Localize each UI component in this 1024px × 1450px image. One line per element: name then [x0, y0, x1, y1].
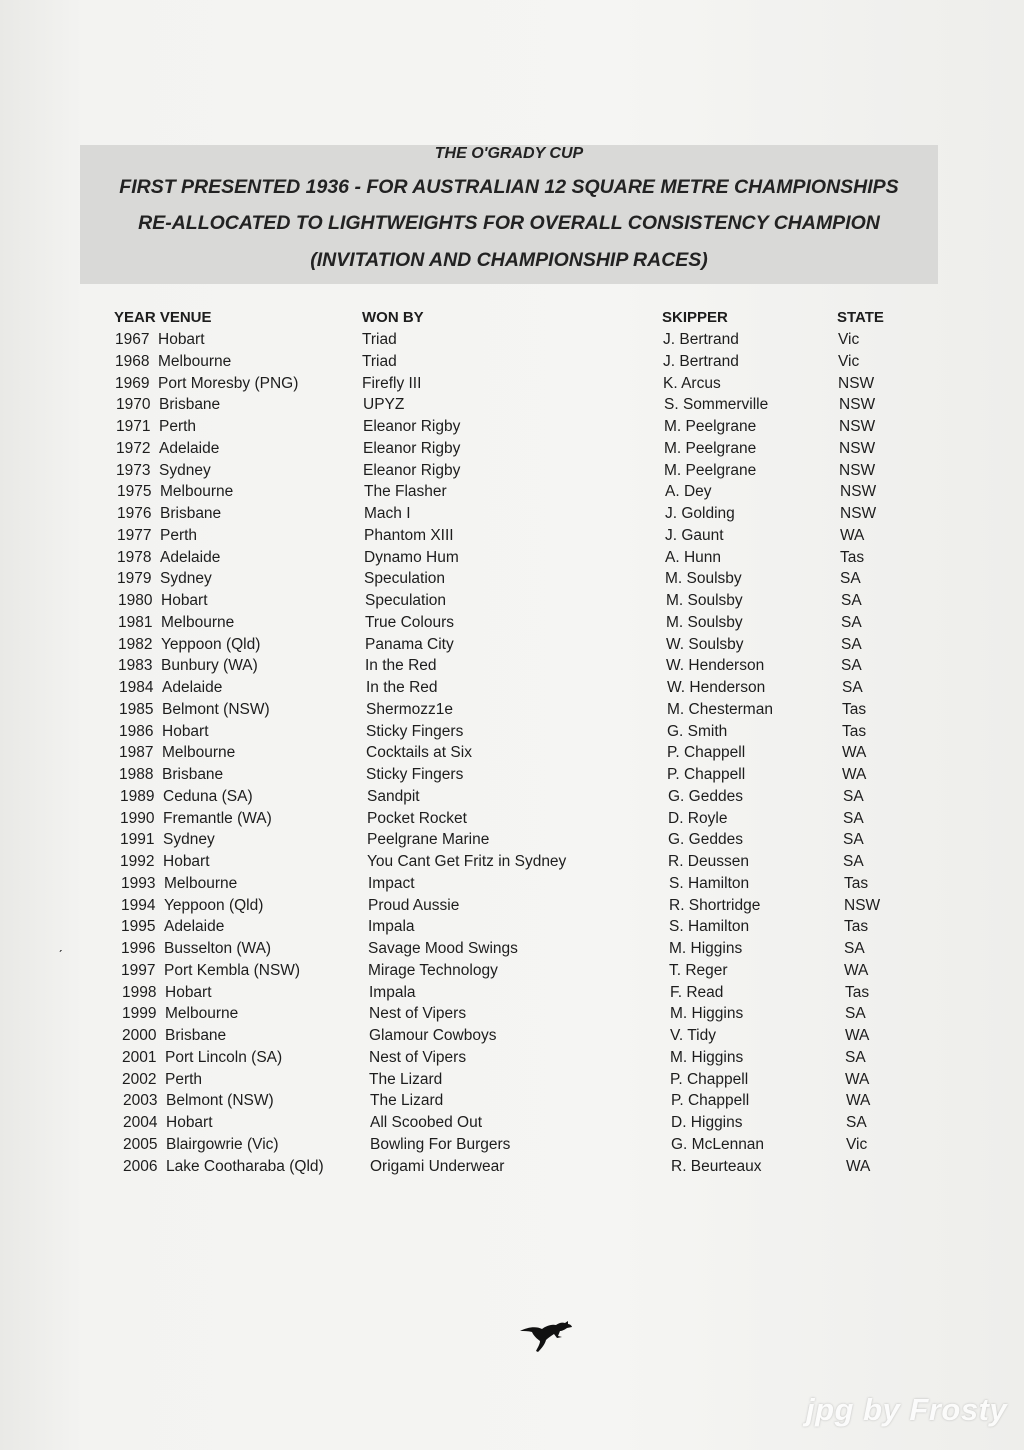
stray-mark: ˏ: [58, 936, 63, 952]
skipper-cell: P. Chappell: [671, 1092, 750, 1110]
won-by-cell: Peelgrane Marine: [367, 831, 490, 849]
table-row: [0, 1112, 1024, 1133]
venue-cell: Busselton (WA): [164, 940, 272, 957]
year-cell: 2003: [123, 1092, 158, 1110]
venue-cell: Adelaide: [162, 679, 223, 696]
state-cell: SA: [842, 679, 863, 696]
skipper-cell: P. Chappell: [667, 766, 746, 783]
skipper-cell: G. McLennan: [671, 1135, 765, 1153]
table-row: [0, 1003, 1024, 1024]
year-cell: 1973: [116, 461, 151, 479]
venue-cell: Melbourne: [160, 483, 234, 501]
table-row: [0, 851, 1024, 872]
year-cell: 1983: [118, 657, 153, 675]
year-cell: 1976: [117, 505, 152, 522]
won-by-cell: Origami Underwear: [370, 1157, 505, 1175]
won-by-cell: The Lizard: [369, 1070, 443, 1088]
state-cell: WA: [845, 1070, 870, 1088]
state-cell: SA: [841, 613, 862, 631]
state-cell: WA: [842, 744, 867, 762]
won-by-cell: Glamour Cowboys: [369, 1027, 497, 1044]
won-by-cell: Dynamo Hum: [364, 548, 459, 566]
column-header-won-by: WON BY: [362, 309, 424, 326]
year-cell: 2002: [122, 1070, 157, 1088]
table-row: [0, 481, 1024, 502]
table-row: [0, 634, 1024, 655]
table-row: [0, 655, 1024, 676]
table-row: [0, 1069, 1024, 1090]
state-cell: Vic: [846, 1135, 868, 1153]
year-cell: 1969: [115, 374, 150, 392]
table-row: [0, 394, 1024, 415]
venue-cell: Melbourne: [162, 744, 236, 762]
venue-cell: Sydney: [163, 831, 215, 849]
year-cell: 1978: [117, 548, 152, 566]
cup-title: THE O'GRADY CUP: [434, 145, 584, 162]
venue-cell: Ceduna (SA): [163, 787, 253, 805]
venue-cell: Perth: [165, 1070, 203, 1088]
year-cell: 1989: [120, 787, 155, 805]
table-row: [0, 525, 1024, 546]
table-row: [0, 786, 1024, 807]
subtitle-races: (INVITATION AND CHAMPIONSHIP RACES): [310, 249, 708, 271]
venue-cell: Brisbane: [165, 1027, 227, 1044]
won-by-cell: All Scoobed Out: [370, 1114, 483, 1131]
skipper-cell: M. Peelgrane: [664, 418, 757, 435]
won-by-cell: Impala: [368, 918, 415, 936]
skipper-cell: M. Soulsby: [666, 613, 743, 631]
state-cell: SA: [841, 592, 862, 609]
won-by-cell: Bowling For Burgers: [370, 1135, 511, 1153]
won-by-cell: Proud Aussie: [368, 896, 460, 914]
state-cell: NSW: [838, 374, 875, 392]
state-cell: WA: [844, 961, 869, 979]
year-cell: 1991: [120, 831, 155, 849]
year-cell: 1992: [120, 853, 155, 870]
year-cell: 1988: [119, 766, 154, 783]
skipper-cell: F. Read: [670, 983, 724, 1001]
won-by-cell: Sandpit: [367, 787, 420, 805]
won-by-cell: Nest of Vipers: [369, 1005, 467, 1023]
year-cell: 1971: [116, 418, 151, 435]
venue-cell: Belmont (NSW): [162, 700, 270, 718]
won-by-cell: Sticky Fingers: [366, 722, 464, 740]
year-cell: 1981: [118, 613, 153, 631]
table-row: [0, 1156, 1024, 1177]
skipper-cell: A. Hunn: [665, 548, 722, 566]
kangaroo-icon: [518, 1318, 574, 1354]
won-by-cell: Shermozz1e: [366, 700, 454, 718]
venue-cell: Melbourne: [161, 613, 235, 631]
won-by-cell: Speculation: [365, 592, 447, 609]
venue-cell: Yeppoon (Qld): [164, 896, 264, 914]
state-cell: SA: [841, 657, 862, 675]
year-cell: 2001: [122, 1048, 157, 1066]
state-cell: Tas: [842, 700, 867, 718]
won-by-cell: True Colours: [365, 613, 455, 631]
state-cell: SA: [844, 940, 865, 957]
table-row: [0, 438, 1024, 459]
venue-cell: Belmont (NSW): [166, 1092, 274, 1110]
table-row: [0, 677, 1024, 698]
venue-cell: Hobart: [161, 592, 208, 609]
won-by-cell: Pocket Rocket: [367, 809, 467, 827]
year-cell: 1996: [121, 940, 156, 957]
venue-cell: Melbourne: [165, 1005, 239, 1023]
skipper-cell: T. Reger: [669, 961, 728, 979]
skipper-cell: S. Hamilton: [669, 918, 750, 936]
table-row: [0, 829, 1024, 850]
skipper-cell: A. Dey: [665, 483, 712, 501]
year-cell: 2006: [123, 1157, 158, 1175]
state-cell: NSW: [839, 461, 876, 479]
table-row: [0, 373, 1024, 394]
venue-cell: Melbourne: [158, 352, 232, 370]
table-row: [0, 590, 1024, 611]
table-row: [0, 1134, 1024, 1155]
venue-cell: Brisbane: [159, 396, 221, 414]
skipper-cell: V. Tidy: [670, 1027, 716, 1044]
skipper-cell: W. Henderson: [667, 679, 766, 696]
skipper-cell: S. Hamilton: [669, 874, 750, 892]
skipper-cell: G. Geddes: [668, 787, 743, 805]
skipper-cell: K. Arcus: [663, 374, 721, 392]
won-by-cell: Phantom XIII: [364, 526, 454, 544]
state-cell: Tas: [842, 722, 867, 740]
venue-cell: Adelaide: [159, 439, 220, 457]
table-row: [0, 808, 1024, 829]
skipper-cell: R. Shortridge: [669, 896, 761, 914]
venue-cell: Sydney: [159, 461, 211, 479]
state-cell: WA: [846, 1092, 871, 1110]
year-cell: 1994: [121, 896, 156, 914]
skipper-cell: W. Henderson: [666, 657, 765, 675]
state-cell: SA: [843, 853, 864, 870]
won-by-cell: Triad: [362, 331, 397, 348]
venue-cell: Perth: [159, 418, 197, 435]
skipper-cell: M. Peelgrane: [664, 461, 757, 479]
venue-cell: Brisbane: [160, 505, 222, 522]
skipper-cell: G. Smith: [667, 722, 728, 740]
skipper-cell: R. Deussen: [668, 853, 749, 870]
table-row: [0, 742, 1024, 763]
state-cell: SA: [845, 1005, 866, 1023]
year-cell: 1967: [115, 331, 150, 348]
state-cell: Vic: [838, 331, 860, 348]
state-cell: NSW: [839, 396, 876, 414]
venue-cell: Hobart: [163, 853, 210, 870]
skipper-cell: M. Higgins: [669, 940, 743, 957]
venue-cell: Hobart: [158, 331, 205, 348]
table-row: [0, 1090, 1024, 1111]
year-cell: 1970: [116, 396, 151, 414]
state-cell: SA: [840, 570, 861, 588]
year-cell: 1987: [119, 744, 154, 762]
won-by-cell: UPYZ: [363, 396, 405, 414]
won-by-cell: The Lizard: [370, 1092, 444, 1110]
venue-cell: Port Moresby (PNG): [158, 374, 299, 392]
year-cell: 1972: [116, 439, 151, 457]
year-cell: 2005: [123, 1135, 158, 1153]
table-row: [0, 764, 1024, 785]
skipper-cell: D. Higgins: [671, 1114, 743, 1131]
skipper-cell: S. Sommerville: [664, 396, 769, 414]
skipper-cell: P. Chappell: [667, 744, 746, 762]
table-row: [0, 960, 1024, 981]
state-cell: NSW: [840, 483, 877, 501]
skipper-cell: M. Higgins: [670, 1048, 744, 1066]
column-header-state: STATE: [837, 309, 884, 326]
table-row: [0, 982, 1024, 1003]
skipper-cell: M. Soulsby: [666, 592, 743, 609]
skipper-cell: J. Bertrand: [663, 331, 739, 348]
year-cell: 1980: [118, 592, 153, 609]
table-row: [0, 329, 1024, 350]
skipper-cell: M. Higgins: [670, 1005, 744, 1023]
table-row: [0, 1047, 1024, 1068]
state-cell: NSW: [839, 418, 876, 435]
skipper-cell: M. Soulsby: [665, 570, 742, 588]
state-cell: WA: [840, 526, 865, 544]
venue-cell: Adelaide: [160, 548, 221, 566]
table-row: [0, 416, 1024, 437]
table-row: [0, 547, 1024, 568]
state-cell: Tas: [844, 874, 869, 892]
won-by-cell: Eleanor Rigby: [363, 461, 461, 479]
venue-cell: Hobart: [165, 983, 212, 1001]
year-cell: 1979: [117, 570, 152, 588]
won-by-cell: Cocktails at Six: [366, 744, 472, 762]
won-by-cell: In the Red: [365, 657, 437, 675]
won-by-cell: In the Red: [366, 679, 438, 696]
year-cell: 1990: [120, 809, 155, 827]
state-cell: WA: [846, 1157, 871, 1175]
venue-cell: Port Kembla (NSW): [164, 961, 301, 979]
year-cell: 1984: [119, 679, 154, 696]
year-cell: 1985: [119, 700, 154, 718]
venue-cell: Perth: [160, 526, 198, 544]
state-cell: NSW: [844, 896, 881, 914]
year-cell: 2004: [123, 1114, 158, 1131]
table-row: [0, 503, 1024, 524]
won-by-cell: Panama City: [365, 635, 454, 653]
table-row: [0, 1025, 1024, 1046]
skipper-cell: J. Golding: [665, 505, 735, 522]
skipper-cell: W. Soulsby: [666, 635, 744, 653]
table-row: [0, 895, 1024, 916]
year-cell: 1982: [118, 635, 153, 653]
won-by-cell: Eleanor Rigby: [363, 418, 461, 435]
state-cell: Vic: [838, 352, 860, 370]
venue-cell: Sydney: [160, 570, 212, 588]
table-row: [0, 460, 1024, 481]
skipper-cell: D. Royle: [668, 809, 728, 827]
venue-cell: Hobart: [166, 1114, 213, 1131]
year-cell: 1993: [121, 874, 156, 892]
skipper-cell: G. Geddes: [668, 831, 743, 849]
won-by-cell: Sticky Fingers: [366, 766, 464, 783]
year-cell: 1977: [117, 526, 152, 544]
venue-cell: Port Lincoln (SA): [165, 1048, 283, 1066]
state-cell: SA: [845, 1048, 866, 1066]
won-by-cell: Firefly III: [362, 374, 422, 392]
state-cell: SA: [846, 1114, 867, 1131]
year-cell: 1998: [122, 983, 157, 1001]
column-header-year-venue: YEAR VENUE: [114, 309, 212, 326]
table-row: [0, 351, 1024, 372]
venue-cell: Brisbane: [162, 766, 224, 783]
subtitle-reallocated: RE-ALLOCATED TO LIGHTWEIGHTS FOR OVERALL CONSISTENCY CHAMPION: [138, 212, 880, 234]
venue-cell: Hobart: [162, 722, 209, 740]
subtitle-first-presented: FIRST PRESENTED 1936 - FOR AUSTRALIAN 12 SQUARE METRE CHAMPIONSHIPS: [119, 176, 899, 198]
venue-cell: Fremantle (WA): [163, 809, 272, 827]
table-row: [0, 699, 1024, 720]
venue-cell: Yeppoon (Qld): [161, 635, 261, 653]
table-row: [0, 612, 1024, 633]
venue-cell: Lake Cootharaba (Qld): [166, 1157, 324, 1175]
skipper-cell: P. Chappell: [670, 1070, 749, 1088]
won-by-cell: The Flasher: [364, 483, 447, 501]
state-cell: Tas: [844, 918, 869, 936]
year-cell: 1997: [121, 961, 156, 979]
photo-watermark: jpg by Frosty: [806, 1392, 1008, 1427]
state-cell: NSW: [840, 505, 877, 522]
table-row: [0, 873, 1024, 894]
won-by-cell: Mirage Technology: [368, 961, 498, 979]
skipper-cell: M. Peelgrane: [664, 439, 757, 457]
year-cell: 1968: [115, 352, 150, 370]
state-cell: SA: [841, 635, 862, 653]
column-header-skipper: SKIPPER: [662, 309, 728, 326]
won-by-cell: Mach I: [364, 505, 411, 522]
state-cell: Tas: [845, 983, 870, 1001]
table-row: [0, 916, 1024, 937]
won-by-cell: Impact: [368, 874, 415, 892]
won-by-cell: You Cant Get Fritz in Sydney: [367, 853, 567, 870]
table-row: [0, 938, 1024, 959]
year-cell: 1975: [117, 483, 152, 501]
state-cell: SA: [843, 787, 864, 805]
table-row: [0, 721, 1024, 742]
skipper-cell: R. Beurteaux: [671, 1157, 762, 1175]
table-row: [0, 568, 1024, 589]
state-cell: SA: [843, 831, 864, 849]
venue-cell: Melbourne: [164, 874, 238, 892]
won-by-cell: Triad: [362, 352, 397, 370]
year-cell: 1986: [119, 722, 154, 740]
won-by-cell: Savage Mood Swings: [368, 940, 518, 957]
state-cell: NSW: [839, 439, 876, 457]
venue-cell: Adelaide: [164, 918, 225, 936]
state-cell: WA: [845, 1027, 870, 1044]
won-by-cell: Nest of Vipers: [369, 1048, 467, 1066]
won-by-cell: Impala: [369, 983, 416, 1001]
venue-cell: Bunbury (WA): [161, 657, 258, 675]
skipper-cell: J. Bertrand: [663, 352, 739, 370]
venue-cell: Blairgowrie (Vic): [166, 1135, 279, 1153]
state-cell: Tas: [840, 548, 865, 566]
state-cell: WA: [842, 766, 867, 783]
skipper-cell: J. Gaunt: [665, 526, 724, 544]
year-cell: 2000: [122, 1027, 157, 1044]
state-cell: SA: [843, 809, 864, 827]
year-cell: 1995: [121, 918, 156, 936]
year-cell: 1999: [122, 1005, 157, 1023]
won-by-cell: Speculation: [364, 570, 446, 588]
skipper-cell: M. Chesterman: [667, 700, 773, 718]
won-by-cell: Eleanor Rigby: [363, 439, 461, 457]
